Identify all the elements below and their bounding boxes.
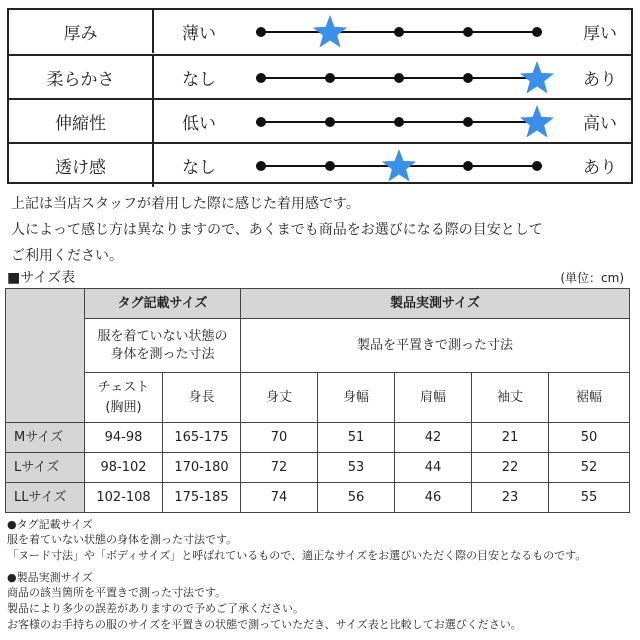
tag-size-desc-text: 服を着ていない状態の身体を測った寸法 <box>97 328 228 362</box>
size-cell: 102-108 <box>85 483 163 513</box>
size-column-header: 肩幅 <box>395 373 472 423</box>
size-cell: 53 <box>318 453 395 483</box>
note-line-3: ご利用ください。 <box>11 248 123 264</box>
size-cell: 170-180 <box>163 453 241 483</box>
tag-footnote-line-1: 服を着ていない状態の身体を測った寸法です。 <box>7 533 238 546</box>
size-cell: 70 <box>241 423 318 453</box>
size-cell: 46 <box>395 483 472 513</box>
scale-dot <box>463 73 473 83</box>
feel-scale <box>254 56 544 99</box>
feel-row-min-label: 薄い <box>182 24 216 44</box>
scale-dot <box>256 117 266 127</box>
scale-dot <box>256 161 266 171</box>
tag-footnote-line-2: 「ヌード寸法」や「ボディサイズ」と呼ばれているもので、適正なサイズをお選びいただく際の目安となるものです。 <box>7 549 587 562</box>
feel-row-min-label: 低い <box>182 114 216 134</box>
feel-row-min-label: なし <box>182 158 216 178</box>
size-corner-cell <box>6 289 85 423</box>
size-cell: 94-98 <box>85 423 163 453</box>
size-row-label: Lサイズ <box>6 453 85 483</box>
size-cell: 98-102 <box>85 453 163 483</box>
star-icon <box>380 147 418 185</box>
actual-footnote-line-1: 商品の該当箇所を平置きで測った寸法です。 <box>7 586 227 599</box>
feel-row-max-label: あり <box>583 158 617 178</box>
feel-table <box>7 8 633 184</box>
scale-dot <box>256 27 266 37</box>
tag-footnote-title: ●タグ記載サイズ <box>7 518 93 531</box>
actual-size-header: 製品実測サイズ <box>241 289 630 319</box>
feel-row-max-label: あり <box>583 70 617 90</box>
scale-dot <box>394 27 404 37</box>
scale-dot <box>532 161 542 171</box>
feel-row <box>9 10 631 53</box>
note-line-1: 上記は当店スタッフが着用した際に感じた着用感です。 <box>11 196 360 212</box>
size-cell: 44 <box>395 453 472 483</box>
size-cell: 21 <box>472 423 549 453</box>
size-cell: 72 <box>241 453 318 483</box>
size-cell: 22 <box>472 453 549 483</box>
size-cell: 50 <box>549 423 630 453</box>
scale-dot <box>325 73 335 83</box>
feel-row <box>9 98 631 143</box>
size-row-label: Mサイズ <box>6 423 85 453</box>
size-cell: 175-185 <box>163 483 241 513</box>
feel-row-max-label: 厚い <box>583 24 617 44</box>
size-cell: 74 <box>241 483 318 513</box>
tag-size-desc <box>85 319 241 373</box>
feel-row-label: 伸縮性 <box>9 100 154 143</box>
feel-row-label: 透け感 <box>9 144 154 187</box>
actual-footnote-line-2: 製品により多少の誤差がありますので予めご了承ください。 <box>7 602 304 615</box>
size-column-header: 身長 <box>163 373 241 423</box>
note-line-2: 人によって感じ方は異なりますので、あくまでも商品をお選びになる際の目安として <box>11 222 543 238</box>
scale-dot <box>532 27 542 37</box>
scale-dot <box>256 73 266 83</box>
star-icon <box>518 103 556 141</box>
size-column-header: チェスト (胸囲) <box>85 373 163 423</box>
scale-dot <box>463 117 473 127</box>
scale-dot <box>463 161 473 171</box>
feel-scale <box>254 100 544 143</box>
scale-dot <box>463 27 473 37</box>
actual-footnote-title: ●製品実測サイズ <box>7 571 93 584</box>
feel-scale <box>254 10 544 53</box>
scale-dot <box>394 117 404 127</box>
size-cell: 55 <box>549 483 630 513</box>
star-icon <box>311 13 349 51</box>
size-row <box>6 483 630 513</box>
size-cell: 51 <box>318 423 395 453</box>
size-column-header: 裾幅 <box>549 373 630 423</box>
feel-row-label: 厚み <box>9 10 154 53</box>
feel-scale <box>254 144 544 187</box>
feel-row-min-label: なし <box>182 70 216 90</box>
feel-row <box>9 54 631 99</box>
size-cell: 52 <box>549 453 630 483</box>
scale-dot <box>325 117 335 127</box>
size-row <box>6 423 630 453</box>
size-row-label: LLサイズ <box>6 483 85 513</box>
size-unit: (単位：cm) <box>560 271 624 285</box>
feel-row <box>9 142 631 187</box>
size-cell: 56 <box>318 483 395 513</box>
actual-size-desc: 製品を平置きで測った寸法 <box>241 319 630 373</box>
size-cell: 165-175 <box>163 423 241 453</box>
scale-dot <box>394 73 404 83</box>
size-column-header: 身幅 <box>318 373 395 423</box>
size-column-header: 身丈 <box>241 373 318 423</box>
tag-size-header: タグ記載サイズ <box>85 289 241 319</box>
actual-footnote-line-3: お客様のお手持ちの服のサイズを平置きの状態で測っていただき、サイズ表と比較してお選びください。 <box>7 618 522 631</box>
size-column-header: 袖丈 <box>472 373 549 423</box>
size-section-title: ■サイズ表 <box>7 270 76 286</box>
size-table <box>5 288 630 513</box>
size-row <box>6 453 630 483</box>
scale-dot <box>325 161 335 171</box>
size-cell: 42 <box>395 423 472 453</box>
size-cell: 23 <box>472 483 549 513</box>
feel-row-label: 柔らかさ <box>9 56 154 99</box>
star-icon <box>518 59 556 97</box>
feel-row-max-label: 高い <box>583 114 617 134</box>
